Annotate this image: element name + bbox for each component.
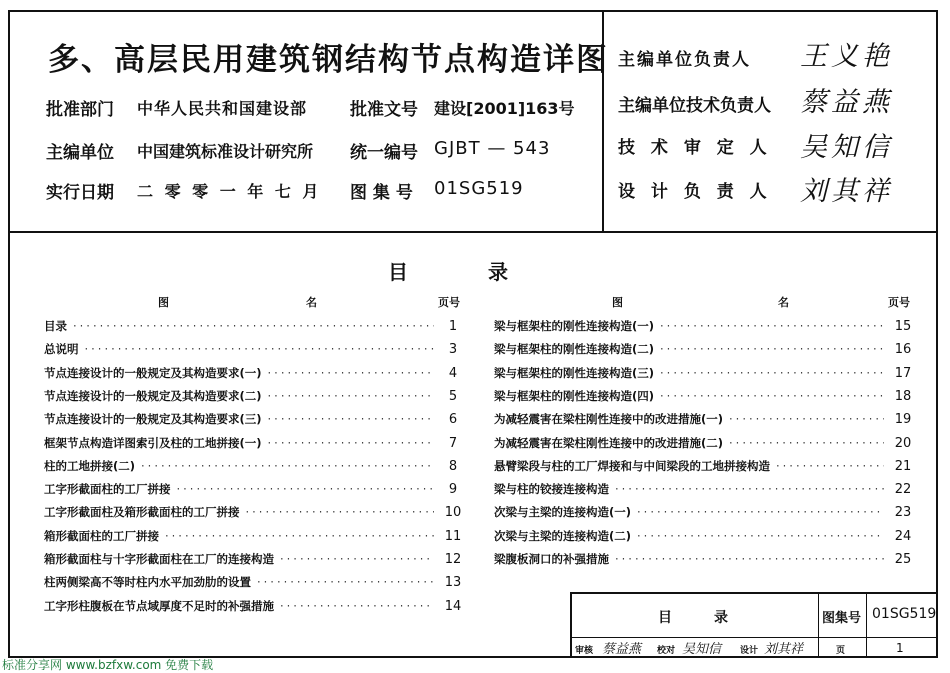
toc-entry (44, 551, 466, 569)
toc-entry-name: 次梁与主梁的连接构造(二) (494, 528, 632, 543)
toc-entry (494, 481, 916, 499)
toc-entry (494, 435, 916, 453)
toc-entry-page: 12 (444, 552, 462, 567)
toc-entry (494, 411, 916, 429)
toc-leader-dots (637, 529, 884, 543)
approval-doc-value: 建设[2001]163号 (434, 99, 575, 118)
toc-title: 目 录 (388, 260, 508, 284)
toc-entry-page: 18 (894, 388, 912, 404)
title-block-top-rule (570, 592, 938, 594)
toc-entry-name: 柱的工地拼接(二) (44, 458, 136, 473)
toc-entry-page: 7 (448, 435, 458, 451)
signature-design-head: 刘其祥 (800, 176, 893, 207)
effective-date-label: 实行日期 (46, 183, 114, 203)
atlas-no-label: 图 集 号 (350, 183, 413, 203)
title-block-divider-2 (866, 592, 867, 658)
toc-entry (44, 458, 466, 476)
toc-entry-page: 19 (894, 412, 912, 428)
toc-entry-name: 箱形截面柱与十字形截面柱在工厂的连接构造 (44, 552, 274, 566)
toc-entry-name: 工字形截面柱及箱形截面柱的工厂拼接 (44, 505, 240, 520)
approval-doc-label: 批准文号 (350, 100, 418, 120)
toc-entry-name: 节点连接设计的一般规定及其构造要求(二) (44, 388, 262, 403)
approval-dept-value: 中华人民共和国建设部 (137, 99, 308, 118)
toc-leader-dots (660, 319, 884, 333)
toc-entry (44, 504, 466, 522)
toc-entry (44, 481, 466, 499)
toc-leader-dots (268, 436, 434, 450)
title-block-review-label: 审核 (575, 646, 594, 656)
toc-entry-page: 21 (894, 458, 912, 474)
editor-unit-label: 主编单位 (46, 143, 114, 163)
toc-entry (494, 504, 916, 522)
toc-entry-name: 梁与框架柱的刚性连接构造(一) (494, 319, 655, 333)
toc-entry-page: 8 (448, 458, 458, 474)
toc-leader-dots (615, 552, 884, 566)
toc-entry-name: 工字形柱腹板在节点域厚度不足时的补强措施 (44, 598, 274, 613)
toc-entry-page: 20 (894, 435, 912, 451)
toc-entry-name: 次梁与主梁的连接构造(一) (494, 505, 632, 520)
toc-entry-page: 15 (894, 319, 912, 334)
toc-entry (494, 341, 916, 359)
toc-entry (44, 574, 466, 592)
toc-entry-name: 为减轻震害在梁柱刚性连接中的改进措施(一) (494, 412, 724, 427)
toc-leader-dots (280, 599, 434, 613)
toc-leader-dots (177, 482, 435, 496)
title-block-design-signature: 刘其祥 (764, 642, 804, 657)
toc-leader-dots (257, 575, 434, 589)
title-block-page-value: 1 (896, 641, 904, 655)
approval-dept-label: 批准部门 (46, 100, 114, 120)
toc-entry-page: 23 (894, 505, 912, 521)
unified-no-label: 统一编号 (350, 143, 418, 163)
toc-entry-name: 节点连接设计的一般规定及其构造要求(一) (44, 365, 262, 380)
title-block-divider-1 (818, 592, 819, 658)
toc-entry-page: 25 (894, 552, 912, 567)
toc-entry-page: 10 (444, 505, 462, 521)
toc-entry-name: 为减轻震害在梁柱刚性连接中的改进措施(二) (494, 435, 724, 450)
left-col-name-header: 名 (306, 296, 317, 309)
role-chief-unit-head: 主编单位负责人 (618, 50, 751, 70)
right-col-figure-header: 图 (612, 296, 623, 309)
left-col-figure-header: 图 (158, 296, 169, 309)
toc-entry (494, 318, 916, 336)
editor-unit-value: 中国建筑标准设计研究所 (137, 142, 314, 161)
toc-entry (494, 551, 916, 569)
toc-leader-dots (141, 459, 434, 473)
toc-entry-name: 梁与框架柱的刚性连接构造(四) (494, 388, 655, 403)
toc-entry-name: 梁与框架柱的刚性连接构造(二) (494, 342, 655, 357)
effective-date-value: 二 零 零 一 年 七 月 (137, 182, 322, 201)
toc-entry-page: 14 (444, 598, 462, 614)
drawing-title: 多、高层民用建筑钢结构节点构造详图 (48, 42, 609, 78)
toc-leader-dots (637, 505, 884, 519)
toc-leader-dots (280, 552, 434, 566)
toc-entry-name: 梁与框架柱的刚性连接构造(三) (494, 365, 655, 380)
toc-entry (44, 528, 466, 546)
atlas-no-value: 01SG519 (434, 178, 524, 199)
toc-entry-page: 3 (448, 342, 458, 358)
header-bottom-rule (8, 231, 938, 233)
toc-entry (44, 341, 466, 359)
toc-leader-dots (73, 319, 434, 333)
toc-entry-page: 11 (444, 528, 462, 544)
title-block-design-label: 设计 (740, 646, 759, 656)
toc-entry (44, 365, 466, 383)
toc-entry-name: 目录 (44, 319, 67, 333)
toc-entry-page: 5 (448, 388, 458, 404)
toc-leader-dots (660, 366, 884, 380)
toc-entry-page: 9 (448, 482, 458, 498)
toc-entry-name: 框架节点构造详图索引及柱的工地拼接(一) (44, 435, 262, 450)
title-block-page-label: 页 (836, 646, 846, 656)
toc-entry-name: 梁腹板洞口的补强措施 (494, 552, 609, 566)
title-block-left-rule (570, 592, 572, 658)
unified-no-value: GJBT — 543 (434, 138, 551, 159)
toc-entry (494, 528, 916, 546)
title-block-atlas-label: 图集号 (822, 611, 862, 626)
toc-entry-page: 4 (448, 365, 458, 381)
toc-leader-dots (729, 436, 884, 450)
toc-entry-name: 柱两侧梁高不等时柱内水平加劲肋的设置 (44, 575, 251, 590)
title-block-check-signature: 吴知信 (682, 642, 722, 657)
role-chief-technical-head: 主编单位技术负责人 (618, 96, 771, 116)
toc-entry-page: 6 (448, 412, 458, 428)
title-block-name: 目 录 (658, 610, 728, 626)
toc-entry-page: 1 (448, 319, 458, 334)
signature-chief-unit-head: 王义艳 (800, 41, 893, 72)
title-block-check-label: 校对 (657, 646, 676, 656)
toc-leader-dots (268, 389, 434, 403)
role-design-head: 设 计 负 责 人 (618, 182, 772, 202)
toc-leader-dots (85, 342, 435, 356)
watermark-text: 标准分享网 www.bzfxw.com 免费下载 (2, 658, 214, 672)
title-block-review-signature: 蔡益燕 (602, 642, 642, 657)
toc-entry (494, 458, 916, 476)
toc-entry (44, 598, 466, 616)
toc-entry (494, 365, 916, 383)
toc-leader-dots (165, 529, 434, 543)
toc-entry (44, 388, 466, 406)
toc-entry-page: 16 (894, 342, 912, 358)
toc-entry-page: 17 (894, 365, 912, 381)
toc-entry (44, 318, 466, 336)
toc-leader-dots (268, 412, 434, 426)
toc-leader-dots (660, 342, 884, 356)
toc-entry-name: 箱形截面柱的工厂拼接 (44, 528, 159, 543)
toc-entry (44, 411, 466, 429)
toc-entry-name: 节点连接设计的一般规定及其构造要求(三) (44, 412, 262, 427)
toc-leader-dots (246, 505, 435, 519)
signature-technical-approver: 吴知信 (800, 132, 893, 163)
toc-entry-name: 总说明 (44, 342, 79, 357)
toc-entry-name: 工字形截面柱的工厂拼接 (44, 482, 171, 497)
role-technical-approver: 技 术 审 定 人 (618, 138, 772, 158)
left-col-page-header: 页号 (438, 296, 460, 309)
toc-leader-dots (729, 412, 884, 426)
toc-leader-dots (660, 389, 884, 403)
toc-entry-name: 梁与柱的铰接连接构造 (494, 482, 609, 497)
signature-chief-technical-head: 蔡益燕 (800, 87, 893, 118)
right-col-name-header: 名 (778, 296, 789, 309)
toc-leader-dots (615, 482, 884, 496)
toc-entry (44, 435, 466, 453)
toc-leader-dots (776, 459, 884, 473)
toc-entry-name: 悬臂梁段与柱的工厂焊接和与中间梁段的工地拼接构造 (494, 458, 770, 473)
toc-entry-page: 13 (444, 575, 462, 591)
toc-entry (494, 388, 916, 406)
toc-entry-page: 24 (894, 528, 912, 544)
toc-leader-dots (268, 366, 434, 380)
title-block-atlas-value: 01SG519 (872, 606, 937, 622)
toc-entry-page: 22 (894, 482, 912, 498)
right-col-page-header: 页号 (888, 296, 910, 309)
